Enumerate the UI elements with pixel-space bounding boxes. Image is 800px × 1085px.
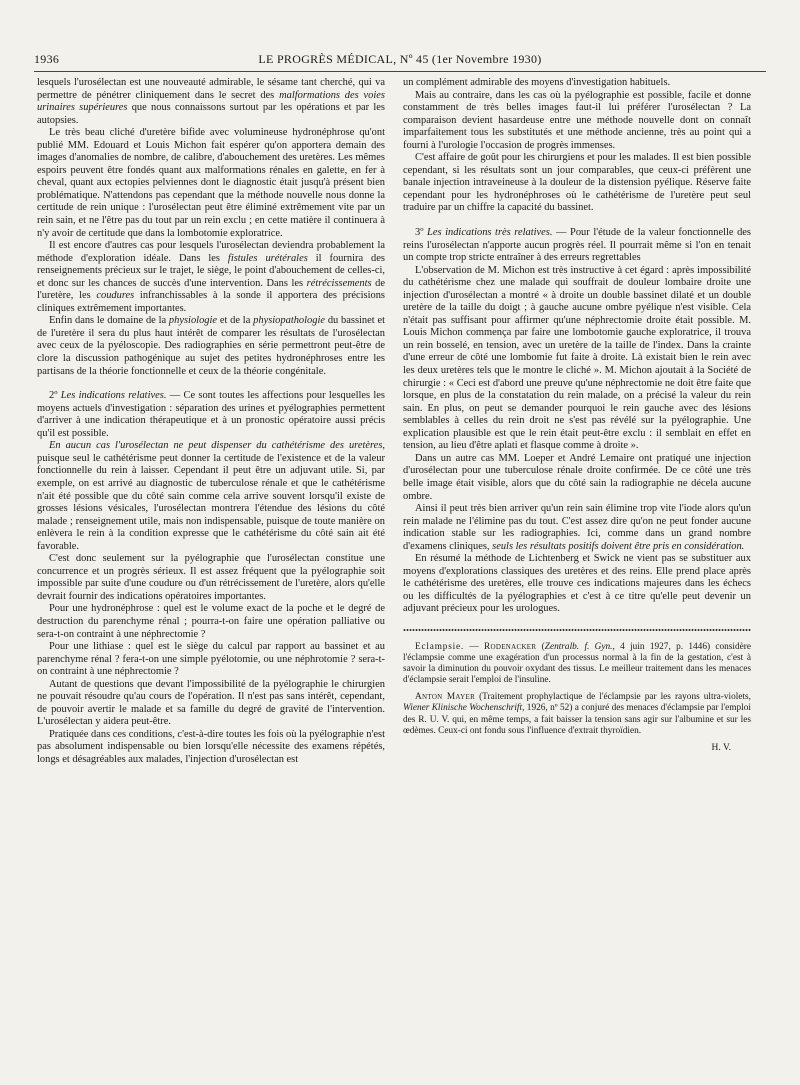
right-column	[403, 77, 751, 754]
left-column	[37, 77, 385, 767]
signature: H. V.	[711, 742, 731, 753]
page-number: 1936	[34, 52, 60, 66]
paragraph: C'est donc seulement sur la pyélographie que l'urosélectan constitue une concurrence et un progrès sérieux. Il est assez fréquent que la pyélographie soit impossible par suite d'une coudure ou d'un rétrécissement de l'uretère, alors qu'elle devrait fournir des indications opératoires importantes.	[37, 553, 385, 602]
paragraph: Autant de questions que devant l'impossibilité de la pyélographie le chirurgien ne pouvait résoudre qu'au cours de l'opération. Il n'est pas sans intérêt, cependant, de pouvoir avertir le malade et sa famille du degré de gravité de l'intervention. L'urosélectan y aidera peut-être.	[37, 678, 385, 728]
header-rule	[34, 71, 766, 72]
abstract-heading: Eclampsie.	[415, 641, 465, 652]
abstract-mayer: Anton Mayer (Traitement prophylactique de l'éclampsie par les rayons ultra-violets, Wiener Klinische Wochenschrift, 1926, nº 52) a conjuré des menaces d'éclampsie par l'emploi des R. U. V. qui, en même temps, a fait baisser la tension sans agir sur l'albumine et sur les œdèmes. Ceux-ci ont fondu sous l'influence d'extrait thyroïdien.	[403, 692, 751, 736]
paragraph: Pour une hydronéphrose : quel est le volume exact de la poche et le degré de destruction du parenchyme rénal ; pourra-t-on faire une opération palliative ou sera-t-on contraint à une néphrectomie ?	[37, 603, 385, 640]
abstracts-section	[403, 642, 751, 754]
section-title: Les indications relatives.	[60, 390, 167, 402]
paragraph: En aucun cas l'urosélectan ne peut dispenser du cathétérisme des uretères, puisque seul le cathétérisme peut donner la certitude de l'existence et de la valeur fonctionnelle du rein à laisser. Cependant il peut être un adjuvant utile. Si, par exemple, on est arrivé au diagnostic de tuberculose rénale et que le cathétérisme n'ait été possible que du côté sain comme cela arrive souvent lorsqu'il existe de grosses lésions vésicales, l'urosélectan montrera l'étendue des lésions du côté malade ; renseignement utile, mais non indispensable, puisque de toute manière on enlèvera le rein à la condition expresse que le cathétérisme du côté sain ait été favorable.	[37, 440, 385, 552]
running-header	[34, 52, 766, 70]
dotted-separator	[403, 628, 751, 632]
paragraph: Le très beau cliché d'uretère bifide avec volumineuse hydronéphrose qu'ont publié MM. Edouard et Louis Michon fait espérer qu'on apportera demain des images d'anomalies de nombre, de calibre, d'abouchement des uretères. Les mêmes espoirs peuvent être fondés quant aux malformations rénales en galette, en fer à cheval, quant aux ectopies pelviennes dont le diagnostic était jusqu'à présent bien problématique. N'attendons pas cependant que la méthode nouvelle nous donne la certitude de rein unique : l'urosélectan peut être éliminé extrêmement vite par un rein sain, et ne l'être pas du tout par un rein exclu ; en cette matière il continuera à n'y avoir de certitude que dans la lombotomie exploratrice.	[37, 127, 385, 239]
paragraph: Enfin dans le domaine de la physiologie et de la physiopathologie du bassinet et de l'uretère il sera du plus haut intérêt de comparer les résultats de l'urosélectan avec ceux de la pyéloscopie. Des radiographies en série permettront peut-être de clore la discussion pathogénique au sujet des petites hydronéphroses entre les partisans de la théorie fonctionnelle et ceux de la théorie congénitale.	[37, 315, 385, 377]
section-relative-indications: 2º Les indications relatives. — Ce sont toutes les affections pour lesquelles les moyens actuels d'investigation : séparation des urines et pyélographies permettent d'arriver à une indication thérapeutique et à un pronostic opératoire aussi précis qu'il est possible.	[37, 390, 385, 439]
paragraph: Pour une lithiase : quel est le siège du calcul par rapport au bassinet et au parenchyme rénal ? fera-t-on une simple pyélotomie, ou une néphrotomie ? sera-t-on contraint à une néphrectomie ?	[37, 641, 385, 678]
paragraph: Mais au contraire, dans les cas où la pyélographie est possible, facile et donne constamment de très belles images faut-il lui préférer l'urosélectan ? La comparaison devient hasardeuse entre une méthode nouvelle dont on connaît imparfaitement tous les substitutés et une méthode ancienne, très au point qui a fourni à l'urologie l'occasion de progrès immenses.	[403, 89, 751, 151]
paragraph: Ainsi il peut très bien arriver qu'un rein sain élimine trop vite l'iode alors qu'un rein malade ne l'élimine pas du tout. C'est assez dire qu'on ne peut fonder aucune indication stable sur les radiographies. Ici, comme dans un grand nombre d'examens cliniques, seuls les résultats positifs doivent être pris en considération.	[403, 503, 751, 552]
section-very-relative-indications: 3º Les indications très relatives. — Pour l'étude de la valeur fonctionnelle des reins l'urosélectan n'apporte aucun progrès réel. Il pourrait même si l'on en tenait un compte trop stricte entraîner à des erreurs regrettables	[403, 227, 751, 264]
paragraph: lesquels l'urosélectan est une nouveauté admirable, le sésame tant cherché, qui va permettre de pénétrer cliniquement dans le secret des malformations des voies urinaires supérieures que nous connaissons surtout par les opérations et par les autopsies.	[37, 77, 385, 126]
abstract-eclampsie: Eclampsie. — Rodenacker (Zentralb. f. Gyn., 4 juin 1927, p. 1446) considère l'éclampsie comme une exagération d'un processus normal à la fin de la gestation, c'est à savoir la diminution du pouvoir oxydant des tissus. Le meilleur traitement dans les menaces d'éclampsie serait l'emploi de l'insuline.	[403, 641, 751, 686]
paragraph: Pratiquée dans ces conditions, c'est-à-dire toutes les fois où la pyélographie n'est pas absolument indispensable ou bien lorsqu'elle nécessite des examens répétés, longs et désagréables aux malades, l'injection d'urosélectan est	[37, 728, 385, 765]
paragraph: un complément admirable des moyens d'investigation habituels.	[403, 77, 671, 88]
paragraph: C'est affaire de goût pour les chirurgiens et pour les malades. Il est bien possible cependant, si les résultats sont un jour comparables, que ceux-ci préfèrent une banale injection intraveineuse à la douleur de la distension pyélique. Réserve faite cependant pour les hydronéphroses où le cathétérisme de l'uretère peut seul traduire par un chiffre la capacité du bassinet.	[403, 152, 751, 214]
paragraph: Il est encore d'autres cas pour lesquels l'urosélectan deviendra probablement la méthode d'exploration idéale. Dans les fistules urétérales il fournira des renseignements précieux sur le trajet, le siège, le point d'abouchement de celles-ci, et donc sur les chances de succès d'une intervention. Dans les rétrécissements de l'uretère, les coudures infranchissables à la sonde il apportera des précisions cliniques extrêmement importantes.	[37, 240, 385, 314]
paragraph: En résumé la méthode de Lichtenberg et Swick ne vient pas se substituer aux moyens d'explorations classiques des uretères et des reins. Elle prend place après le cathétérisme des uretères, elle trouve ces indications majeures dans les échecs ou les difficultés de la pyélographies et c'est à ce titre qu'elle peut devenir un adjuvant précieux pour les urologues.	[403, 553, 751, 615]
paragraph: Dans un autre cas MM. Loeper et André Lemaire ont pratiqué une injection d'urosélectan pour une tuberculose rénale droite confirmée. De ce côté une très belle image était visible, alors que du côté sain la radiographie ne décela aucune ombre.	[403, 452, 751, 502]
paragraph: L'observation de M. Michon est très instructive à cet égard : après impossibilité du cathétérisme chez une malade qui souffrait de douleur lombaire droite une injection d'urosélectan a montré « à droite un double bassinet dilaté et un double uretère de la taille du doigt ; à gauche aucune ombre pyélique n'est visible. Cela n'était pas suffisant pour affirmer qu'une néphrectomie droite était possible. M. Louis Michon commença par faire une lombotomie gauche exploratrice, il trouva un rein bosselé, en tension, avec un uretère de la taille de l'index. Dans la crainte d'une erreur de côté une lombomie fut faite à droite. Là existait bien le rein avec les deux uretères tels que le montre le cliché ». M. Michon ajoutait à la Société de chirurgie : « Ceci est d'abord une preuve qu'une néphrectomie ne doit être faite que lorsque, en plus de la constatation du rein malade, on a précisé la valeur du rein sain. En plus, on peut se demander pourquoi le rein gauche avec des lésions semblables à celles du rein droit ne s'est pas révélé sur la pyélographie. Une explication plausible est que le rein était peut-être exclu : il semblait en effet en tension, au lieu d'être aplati et flasque comme à droite ».	[403, 264, 751, 452]
section-title: Les indications très relatives.	[427, 227, 553, 239]
journal-title: LE PROGRÈS MÉDICAL, Nº 45 (1er Novembre 1930)	[258, 52, 542, 66]
